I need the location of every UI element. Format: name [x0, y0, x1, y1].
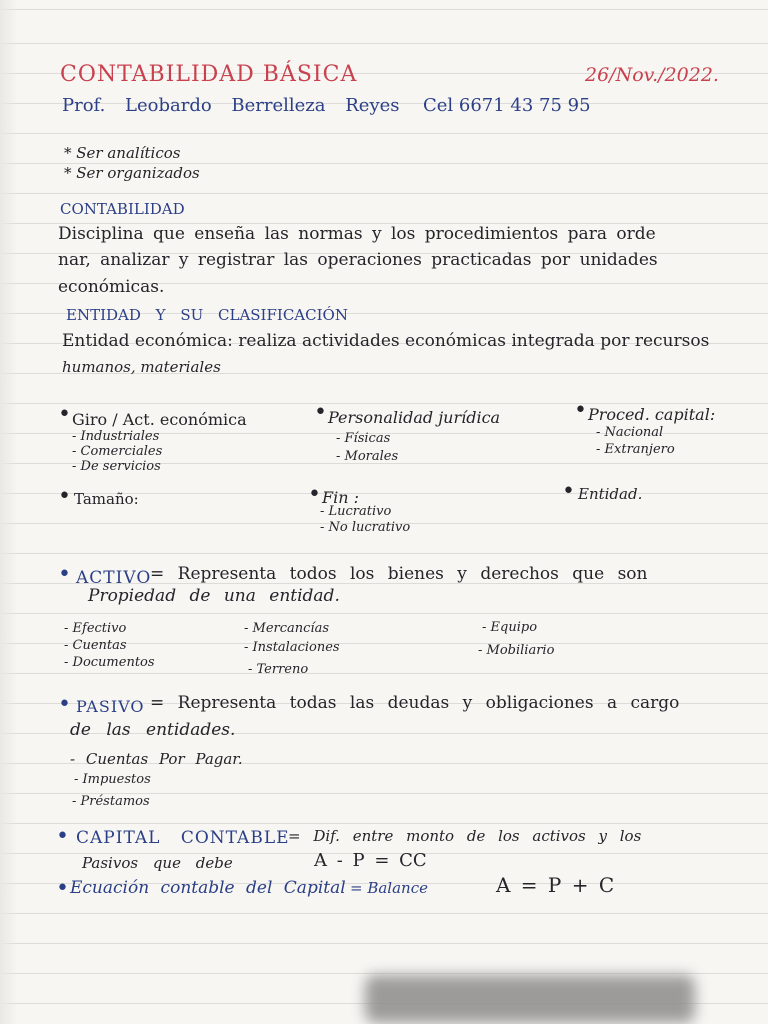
capital-contable-formula: A - P = CC [314, 850, 427, 871]
capital-contable-term: CAPITAL CONTABLE [76, 828, 290, 848]
personalidad-title: Personalidad jurídica [328, 408, 501, 427]
activo-item: - Instalaciones [244, 640, 340, 655]
page-title: CONTABILIDAD BÁSICA [60, 62, 358, 87]
intro-item: * Ser organizados [64, 164, 200, 182]
activo-item: - Terreno [248, 662, 309, 677]
capital-item: - Nacional [596, 425, 664, 440]
ecuacion-formula: A = P + C [496, 873, 615, 897]
contabilidad-heading: CONTABILIDAD [60, 200, 185, 218]
giro-item: - Comerciales [72, 444, 163, 459]
activo-line: = Representa todos los bienes y derechos que son [150, 564, 648, 584]
professor-name: Prof. Leobardo Berrelleza Reyes [62, 95, 400, 116]
activo-line: Propiedad de una entidad. [88, 586, 340, 606]
tamano-label: Tamaño: [74, 490, 139, 508]
phone-number: Cel 6671 43 75 95 [423, 95, 591, 116]
bullet-dot: • [314, 400, 327, 425]
bullet-dot: • [56, 876, 69, 901]
bullet-dot: • [562, 479, 575, 504]
giro-title: Giro / Act. económica [72, 410, 247, 429]
giro-item: - Industriales [72, 429, 160, 444]
pasivo-term: PASIVO [76, 697, 145, 716]
activo-item: - Cuentas [64, 638, 127, 653]
fin-item: - Lucrativo [320, 504, 392, 519]
ecuacion-balance: = Balance [350, 879, 428, 897]
personalidad-item: - Físicas [336, 431, 391, 446]
fin-title: Fin : [322, 488, 359, 507]
activo-item: - Documentos [64, 655, 155, 670]
pasivo-item: - Préstamos [72, 794, 150, 809]
capital-contable-line: Pasivos que debe [82, 854, 233, 872]
personalidad-item: - Morales [336, 449, 399, 464]
activo-item: - Mobiliario [478, 643, 555, 658]
date: 26/Nov./2022. [585, 64, 719, 86]
activo-item: - Equipo [482, 620, 538, 635]
fin-item: - No lucrativo [320, 520, 411, 535]
contabilidad-line: económicas. [58, 277, 165, 297]
entidad-heading: ENTIDAD Y SU CLASIFICACIÓN [66, 306, 348, 324]
ecuacion-term: Ecuación contable del Capital [70, 878, 346, 898]
activo-item: - Efectivo [64, 621, 127, 636]
entidad-line: Entidad económica: realiza actividades económicas integrada por recursos [62, 331, 710, 351]
bullet-dot: • [308, 482, 321, 507]
activo-term: ACTIVO [76, 568, 152, 588]
contabilidad-line: Disciplina que enseña las normas y los procedimientos para orde [58, 224, 656, 244]
bullet-dot: • [58, 402, 71, 427]
giro-item: - De servicios [72, 459, 161, 474]
bullet-dot: • [58, 562, 71, 587]
bullet-dot: • [58, 692, 71, 717]
page-edge-shadow [0, 0, 18, 1024]
pasivo-item: - Cuentas Por Pagar. [70, 750, 243, 768]
contabilidad-line: nar, analizar y registrar las operaciones practicadas por unidades [58, 250, 658, 270]
capital-item: - Extranjero [596, 442, 675, 457]
pasivo-line: de las entidades. [70, 720, 236, 740]
bullet-dot: • [574, 398, 587, 423]
activo-item: - Mercancías [244, 621, 330, 636]
capital-title: Proced. capital: [588, 405, 716, 424]
pasivo-item: - Impuestos [74, 772, 151, 787]
entidad-line: humanos, materiales [62, 358, 221, 376]
pasivo-line: = Representa todas las deudas y obligaciones a cargo [150, 693, 680, 713]
capital-contable-line: = Dif. entre monto de los activos y los [288, 827, 642, 845]
bullet-dot: • [56, 824, 69, 849]
intro-item: * Ser analíticos [64, 144, 181, 162]
blurred-region [365, 975, 695, 1023]
entidad-label: Entidad. [578, 485, 643, 503]
bullet-dot: • [58, 484, 71, 509]
